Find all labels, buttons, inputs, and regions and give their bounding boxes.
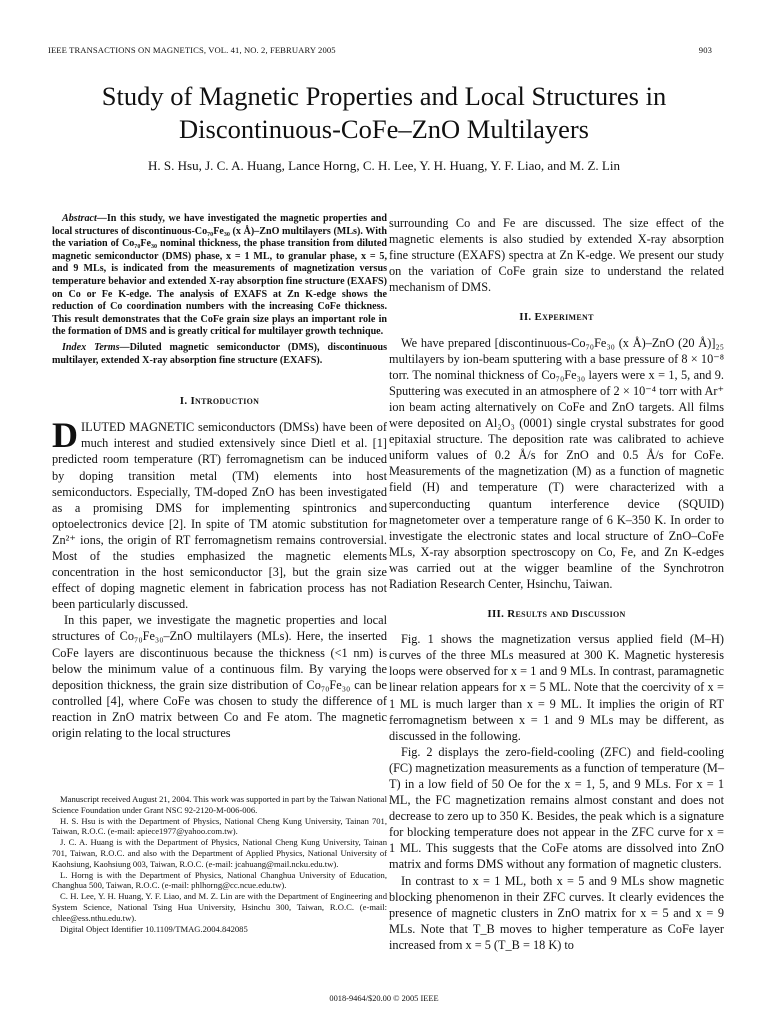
abstract-label: Abstract—: [62, 213, 107, 224]
experiment-paragraph: We have prepared [discontinuous-Co₇₀Fe₃₀ (x Å)–ZnO (20 Å)]₂₅ multilayers by ion-beam sputtering with a base pressure of 8 × 10⁻⁸ torr. The nominal thickness of Co₇₀Fe₃₀ layers were x = 1, 5, and 9. Sputtering was executed in an atmosphere of 2 × 10⁻⁴ torr with Ar⁺ ion beam acting alternatively on CoFe and ZnO targets. All films were deposited on Al₂O₃ (0001) single crystal substrates for good epitaxial structure. The deposition rate was calibrated to achieve uniform values of 0.2 Å/s for ZnO and 0.5 Å/s for CoFe. Measurements of the magnetization (M) as a function of magnetic field (H) and temperature (T) were characterized with a superconducting quantum interference device (SQUID) magnetometer over a temperature range of 6 K–350 K. In order to investigate the electronic states and local structure of ZnO–CoFe MLs, X-ray absorption spectroscopy on Co, Fe, and Zn K-edges was carried out at the wigger beamline of the Synchrotron Radiation Research Center, Hsinchu, Taiwan.: [389, 335, 724, 591]
left-column: [52, 213, 387, 741]
intro-continued-paragraph: surrounding Co and Fe are discussed. The size effect of the magnetic elements is also studied by extended X-ray absorption fine structure (EXAFS) spectra at Zn K-edge. We present our study on the variation of CoFe grain size to understand the related mechanism of DMS.: [389, 216, 724, 295]
drop-cap: D: [52, 415, 78, 456]
journal-citation: IEEE TRANSACTIONS ON MAGNETICS, VOL. 41, NO. 2, FEBRUARY 2005: [48, 45, 336, 55]
index-terms-label: Index Terms—: [62, 341, 130, 353]
intro-paragraph-2: In this paper, we investigate the magnetic properties and local structures of Co₇₀Fe₃₀–ZnO multilayers (MLs). Here, the inserted CoFe layers are discontinuous because the thickness (<1 nm) is below the minimum value of a continuous film. By varying the deposition thickness, the grain size distribution of Co₇₀Fe₃₀ can be controlled [4], where CoFe was chosen to study the difference of reaction in ZnO matrix between Co and Fe atom. The magnetic origin relating to the local structures: [52, 613, 387, 740]
index-terms: [52, 342, 387, 367]
section-heading-experiment: II. Experiment: [519, 311, 594, 324]
section-heading-results: III. Results and Discussion: [487, 608, 626, 621]
title-line-1: Study of Magnetic Properties and Local Structures in: [101, 81, 667, 111]
results-paragraph-2: Fig. 2 displays the zero-field-cooling (ZFC) and field-cooling (FC) magnetization measurements as a function of temperature (M–T) in a low field of 50 Oe for the x = 1, 5, and 9 MLs. For x = 1 ML, the FC magnetization remains almost constant and does not decrease to zero up to 350 K. Besides, the peak which is a signature for blocking temperature does not appear in the ZFC curve for x = 1 ML. This suggests that the CoFe atoms are dissolved into ZnO matrix and forms DMS without any formation of magnetic clusters.: [389, 744, 724, 872]
author-list: H. S. Hsu, J. C. A. Huang, Lance Horng, C. H. Lee, Y. H. Huang, Y. F. Liao, and M. Z. Lin: [148, 158, 620, 173]
footnote: L. Horng is with the Department of Physics, National Changhua University of Education, Changhua 500, Taiwan, R.O.C. (e-mail: phlhorng@cc.ncue.edu.tw).: [52, 869, 387, 891]
results-paragraph-3: In contrast to x = 1 ML, both x = 5 and 9 MLs show magnetic blocking phenomenon in their ZFC curves. It clearly evidences the presence of magnetic clusters in ZnO matrix for x = 5 and x = 9 MLs. Note that T_B moves to higher temperature as CoFe layer increased from x = 5 (T_B = 18 K) to: [389, 873, 724, 952]
title-line-2: Discontinuous-CoFe–ZnO Multilayers: [179, 114, 589, 144]
index-terms-text: Diluted magnetic semiconductor (DMS), discontinuous multilayer, extended X-ray absorption fine structure (EXAFS).: [52, 341, 387, 366]
results-paragraph-1: Fig. 1 shows the magnetization versus applied field (M–H) curves of the three MLs measured at 300 K. Magnetic hysteresis loops were observed for x = 1 and 9 MLs. In contrast, paramagnetic linear relation appears for x = 5 ML. Note that the coercivity of x = 1 ML is much larger than x = 9 ML. It implies the origin of RT ferromagnetism between x = 1 and 9 MLs may be different, as discussed in the following.: [389, 632, 724, 743]
footnote: Digital Object Identifier 10.1109/TMAG.2004.842085: [60, 923, 248, 934]
right-column: [389, 215, 724, 953]
footnotes: [52, 794, 387, 934]
page-number: 903: [698, 45, 712, 55]
footnote: J. C. A. Huang is with the Department of Physics, National Cheng Kung University, Tainan 701, Taiwan, R.O.C. and also with the Department of Applied Physics, National University of Kaohsiung, Kaohsiung 003, Taiwan, R.O.C. (e-mail: jcahuang@mail.ncku.edu.tw).: [52, 837, 387, 869]
section-heading-introduction: I. Introduction: [179, 395, 260, 408]
abstract: [52, 213, 387, 339]
footnote: Manuscript received August 21, 2004. This work was supported in part by the Taiwan National Science Foundation under Grant NSC 92-2120-M-006-006.: [52, 794, 387, 815]
paper-title: [30, 80, 738, 146]
footnote: H. S. Hsu is with the Department of Physics, National Cheng Kung University, Tainan 701, Taiwan, R.O.C. (e-mail: apiece1977@yahoo.com.tw).: [52, 815, 387, 837]
intro-paragraph-1: [52, 415, 387, 612]
copyright-notice: 0018-9464/$20.00 © 2005 IEEE: [329, 994, 439, 1003]
abstract-text: In this study, we have investigated the magnetic properties and local structures of discontinuous-Co₇₀Fe₃₀ (x Å)–ZnO multilayers (MLs). With the variation of Co₇₀Fe₃₀ nominal thickness, the phase transition from diluted magnetic semiconductor (DMS) phase, x = 1 ML, to granular phase, x = 5, and 9 MLs, is indicated from the measurements of magnetization versus temperature behavior and extended X-ray absorption fine structure (EXAFS) on Co or Fe K-edge. The analysis of EXAFS at Zn K-edge shows the reduction of Co coordination numbers with the increasing CoFe thickness. This result demonstrates that the CoFe grain size plays an important role in the formation of DMS and is greatly critical for multilayer growth technique.: [52, 213, 387, 338]
intro-paragraph-1-text: ILUTED MAGNETIC semiconductors (DMSs) have been of much interest and studied extensively since Dietl et al. [1] predicted room temperature (RT) ferromagnetism can be induced by doping transition metal (TM) elements into host semiconductors. Especially, TM-doped ZnO has been investigated as a promising DMS for implementing spintronics and optoelectronics device [2]. In spite of TM atomic substitution for Zn²⁺ ions, the origin of RT ferromagnetism remains controversial. Most of the studies emphasized the magnetic elements concentration in the host semiconductor [3], but the grain size effect of doping magnetic element in fabrication process has not been particularly discussed.: [52, 420, 387, 612]
footnote: C. H. Lee, Y. H. Huang, Y. F. Liao, and M. Z. Lin are with the Department of Engineering and System Science, National Tsing Hua University, Hsinchu 300, Taiwan, R.O.C. (e-mail: chlee@ess.nthu.edu.tw).: [52, 891, 387, 923]
